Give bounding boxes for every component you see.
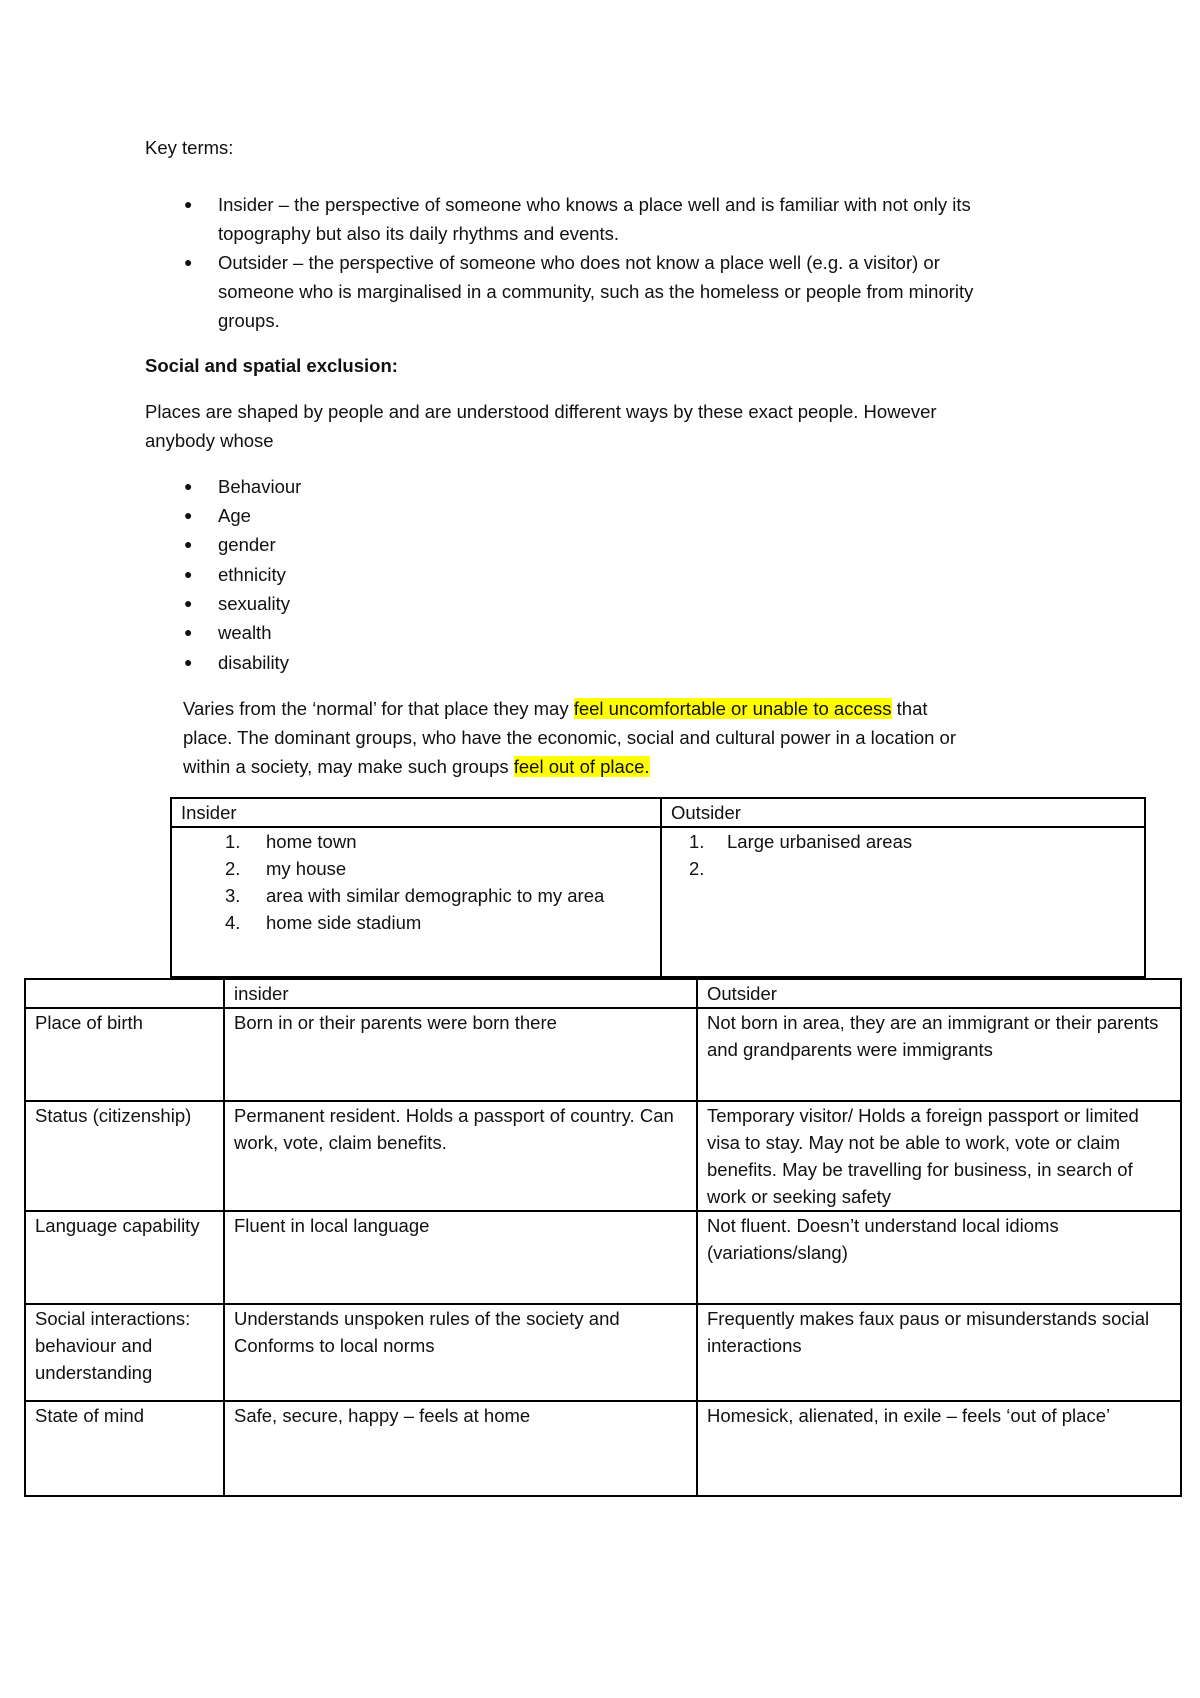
paragraph-text: Varies from the ‘normal’ for that place they may — [183, 698, 574, 719]
list-item-text: ethnicity — [218, 564, 286, 585]
list-item-text: disability — [218, 652, 289, 673]
outsider-cell: Temporary visitor/ Holds a foreign passport or limited visa to stay. May not be able to work, vote or claim benefits. May be travelling for business, in search of work or seeking safety — [697, 1101, 1181, 1211]
list-item — [181, 855, 651, 882]
key-terms-heading: Key terms: — [145, 137, 234, 158]
list-item-text: Age — [218, 505, 251, 526]
places-table — [170, 797, 1146, 978]
bullet-icon: ● — [184, 478, 193, 494]
list-item — [671, 828, 1135, 855]
list-item-text: gender — [218, 534, 276, 555]
outsider-cell: Homesick, alienated, in exile – feels ‘out of place’ — [697, 1401, 1181, 1496]
paragraph-line — [183, 694, 928, 723]
list-item-text: topography but also its daily rhythms and events. — [218, 223, 620, 244]
outsider-places-cell — [661, 827, 1145, 977]
outsider-cell: Not born in area, they are an immigrant or their parents and grandparents were immigrants — [697, 1008, 1181, 1101]
row-label: Place of birth — [25, 1008, 224, 1101]
bullet-icon: ● — [184, 566, 193, 582]
row-label: Language capability — [25, 1211, 224, 1304]
paragraph-text: within a society, may make such groups — [183, 756, 514, 777]
row-label: Status (citizenship) — [25, 1101, 224, 1211]
list-number: 2. — [225, 858, 241, 879]
table-header-outsider: Outsider — [697, 979, 1181, 1008]
row-label: State of mind — [25, 1401, 224, 1496]
insider-cell: Permanent resident. Holds a passport of country. Can work, vote, claim benefits. — [224, 1101, 697, 1211]
bullet-icon: ● — [184, 624, 193, 640]
list-number: 1. — [689, 831, 705, 852]
intro-text: Places are shaped by people and are understood different ways by these exact people. However — [145, 401, 937, 422]
paragraph-text: that — [891, 698, 928, 719]
list-number: 1. — [225, 831, 241, 852]
bullet-icon: ● — [184, 536, 193, 552]
list-item — [181, 882, 651, 909]
bullet-icon: ● — [184, 507, 193, 523]
table-header-insider: Insider — [171, 798, 661, 827]
list-item-text: home town — [266, 831, 357, 852]
list-item-text: Behaviour — [218, 476, 302, 497]
list-item — [181, 828, 651, 855]
bullet-icon: ● — [184, 654, 193, 670]
bullet-icon: ● — [184, 595, 193, 611]
insider-cell: Born in or their parents were born there — [224, 1008, 697, 1101]
row-label: Social interactions: behaviour and understanding — [25, 1304, 224, 1401]
list-number: 3. — [225, 885, 241, 906]
table-row — [25, 1008, 1181, 1101]
list-item-text: Large urbanised areas — [727, 831, 913, 852]
table-row — [25, 1211, 1181, 1304]
list-item-text: wealth — [218, 622, 272, 643]
table-row — [25, 1401, 1181, 1496]
highlighted-text: feel out of place. — [513, 756, 650, 777]
outsider-places-list — [671, 828, 1135, 879]
exclusion-heading: Social and spatial exclusion: — [145, 355, 398, 376]
list-item — [181, 909, 651, 936]
list-item-text: someone who is marginalised in a community, such as the homeless or people from minority — [218, 281, 974, 302]
paragraph-line: place. The dominant groups, who have the economic, social and cultural power in a location or — [183, 727, 956, 748]
intro-text: anybody whose — [145, 430, 274, 451]
insider-places-cell — [171, 827, 661, 977]
table-header-empty — [25, 979, 224, 1008]
list-item-text: area with similar demographic to my area — [266, 885, 605, 906]
comparison-table — [24, 978, 1182, 1497]
outsider-cell: Not fluent. Doesn’t understand local idioms (variations/slang) — [697, 1211, 1181, 1304]
bullet-icon: ● — [184, 196, 193, 212]
highlighted-text: feel uncomfortable or unable to access — [573, 698, 892, 719]
outsider-cell: Frequently makes faux paus or misunderstands social interactions — [697, 1304, 1181, 1401]
list-item-text: Outsider – the perspective of someone who does not know a place well (e.g. a visitor) or — [218, 252, 940, 273]
insider-cell: Understands unspoken rules of the society and Conforms to local norms — [224, 1304, 697, 1401]
list-item-text: groups. — [218, 310, 280, 331]
paragraph-line — [183, 752, 650, 781]
list-number: 4. — [225, 912, 241, 933]
list-item-text: sexuality — [218, 593, 290, 614]
table-header-insider: insider — [224, 979, 697, 1008]
insider-places-list — [181, 828, 651, 936]
list-number: 2. — [689, 858, 705, 879]
table-row — [25, 1304, 1181, 1401]
list-item-text: home side stadium — [266, 912, 422, 933]
table-header-outsider: Outsider — [661, 798, 1145, 827]
table-row — [25, 1101, 1181, 1211]
insider-cell: Safe, secure, happy – feels at home — [224, 1401, 697, 1496]
list-item-text: my house — [266, 858, 347, 879]
list-item-text: Insider – the perspective of someone who knows a place well and is familiar with not only its — [218, 194, 971, 215]
insider-cell: Fluent in local language — [224, 1211, 697, 1304]
bullet-icon: ● — [184, 254, 193, 270]
